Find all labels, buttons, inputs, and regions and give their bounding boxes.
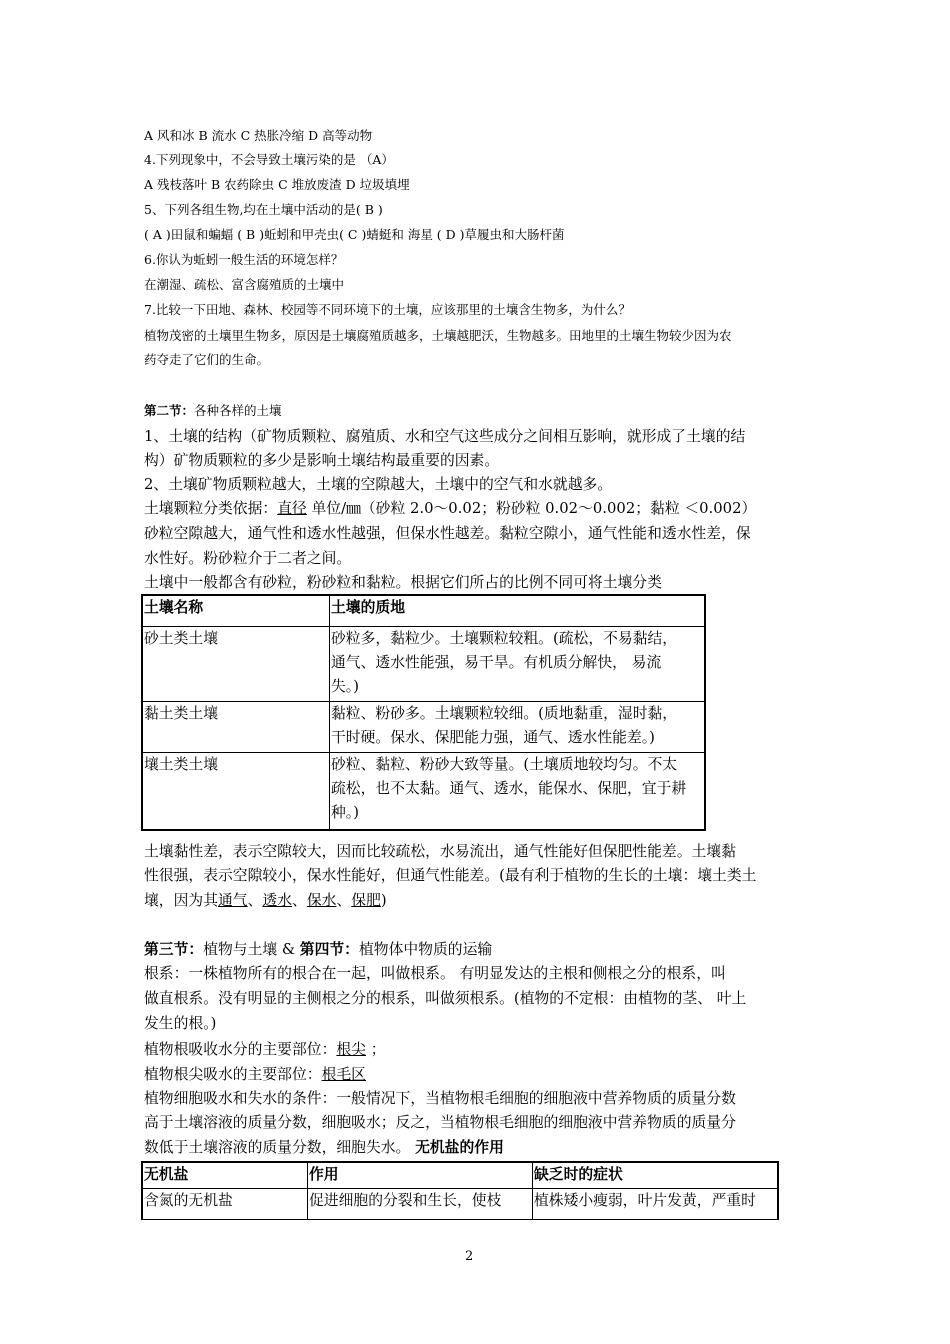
q6-answer: 在潮湿、疏松、富含腐殖质的土壤中 [144,277,345,292]
keyword-fertility-retention: 保肥 [351,892,381,909]
soil-name-cell: 壤土类土壤 [142,753,330,831]
soil-texture-cell: 黏粒、粉砂多。土壤颗粒较细。(质地黏重，湿时黏， 干时硬。保水、保肥能力强，通气、透水性能差。) [330,702,706,753]
root-tip-answer: 根尖 [336,1041,366,1058]
q4-options: A 残枝落叶 B 农药除虫 C 堆放废渣 D 垃圾填埋 [144,177,410,192]
q6-question: 6.你认为蚯蚓一般生活的环境怎样？ [144,252,344,267]
section4-label: 第四节： [299,941,359,958]
table-row [142,753,705,831]
table-header-row [142,595,705,627]
q7-answer-line2: 药夺走了它们的生命。 [144,352,270,367]
soil-name-cell: 黏土类土壤 [142,702,330,753]
table-header-cell: 土壤名称 [142,595,330,627]
para3-pre: 土壤颗粒分类依据： [144,500,278,517]
para7-line3: 发生的根。) [144,1015,217,1032]
para10-line2: 高于土壤溶液的质量分数，细胞吸水；反之，当植物根毛细胞的细胞液中营养物质的质量分 [144,1114,736,1131]
table-header-cell: 无机盐 [142,1162,308,1189]
table-row [142,1189,778,1220]
table-row [142,627,705,702]
para7-line2: 做直根系。没有明显的主侧根之分的根系，叫做须根系。(植物的不定根：由植物的茎、 叶上 [144,990,747,1007]
para10-line3: 数低于土壤溶液的质量分数，细胞失水。 无机盐的作用 [144,1139,504,1156]
soil-texture-cell: 砂粒、黏粒、粉砂大致等量。(土壤质地较均匀。不太 疏松，也不太黏。通气、透水，能保水、保肥，宜于耕 种。) [330,753,706,831]
table-header-row [142,1162,778,1189]
salt-name-cell: 含氮的无机盐 [142,1189,308,1220]
mineral-salt-table [141,1161,779,1220]
para1-line1: 1、土壤的结构（矿物质颗粒、腐殖质、水和空气这些成分之间相互影响，就形成了土壤的结 [144,428,746,445]
para3 [144,499,756,519]
section3-title: 植物与土壤 & [203,941,300,958]
section2-title: 各种各样的土壤 [194,403,282,418]
para8: 植物根吸收水分的主要部位：根尖 ； [144,1041,386,1058]
page-number: 2 [465,1249,474,1264]
q5-question: 5、下列各组生物,均在土壤中活动的是( B ) [144,202,383,217]
salt-symptom-cell: 植株矮小瘦弱，叶片发黄，严重时 [533,1189,779,1220]
section3-4-heading [144,940,492,960]
para6-line2: 性很强，表示空隙较小，保水性能好，但通气性能差。(最有利于植物的生长的土壤：壤土类土 [144,867,757,884]
salt-table-caption: 无机盐的作用 [415,1139,504,1156]
para2: 2、土壤矿物质颗粒越大，土壤的空隙越大，土壤中的空气和水就越多。 [144,476,613,493]
para9: 植物根尖吸水的主要部位：根毛区 [144,1066,366,1083]
para4-line2: 水性好。粉砂粒介于二者之间。 [144,550,352,567]
root-hair-answer: 根毛区 [321,1066,366,1083]
para10-line1: 植物细胞吸水和失水的条件：一般情况下，当植物根毛细胞的细胞液中营养物质的质量分数 [144,1090,736,1107]
table-header-cell: 作用 [308,1162,533,1189]
table-header-cell: 缺乏时的症状 [533,1162,779,1189]
q5-options: ( A )田鼠和蝙蝠 ( B )蚯蚓和甲壳虫( C )蜻蜓和 海星 ( D )草履虫和大肠杆菌 [144,227,565,242]
para4-line1: 砂粒空隙越大，通气性和透水性越强，但保水性越差。黏粒空隙小，通气性能和透水性差，保 [144,525,751,542]
q7-question: 7.比较一下田地、森林、校园等不同环境下的土壤，应该那里的土壤含生物多，为什么？ [144,302,631,317]
soil-type-table [141,594,706,831]
keyword-permeability: 透水 [262,892,293,909]
para3-post: 单位/㎜（砂粒 2.0～0.02；粉砂粒 0.02～0.002；黏粒 ＜0.002） [306,500,757,517]
para1-line2: 构）矿物质颗粒的多少是影响土壤结构最重要的因素。 [144,452,500,469]
section4-title: 植物体中物质的运输 [358,941,493,958]
para3-underlined: 直径 [277,500,307,517]
table-header-cell: 土壤的质地 [330,595,706,627]
para5: 土壤中一般都含有砂粒，粉砂粒和黏粒。根据它们所占的比例不同可将土壤分类 [144,574,662,591]
section3-label: 第三节： [144,941,204,958]
section2-label: 第二节： [144,403,195,418]
keyword-water-retention: 保水 [306,892,337,909]
para7-line1: 根系：一株植物所有的根合在一起，叫做根系。 有明显发达的主根和侧根之分的根系，叫 [144,965,726,982]
table-row [142,702,705,753]
salt-role-cell: 促进细胞的分裂和生长，使枝 [308,1189,533,1220]
section2-heading [144,403,282,419]
q4-question: 4.下列现象中，不会导致土壤污染的是 （A） [144,152,394,167]
q7-answer-line1: 植物茂密的土壤里生物多，原因是土壤腐殖质越多，土壤越肥沃，生物越多。田地里的土壤生物较少因为农 [144,328,732,343]
q3-options: A 风和冰 B 流水 C 热胀冷缩 D 高等动物 [144,128,373,143]
soil-texture-cell: 砂粒多，黏粒少。土壤颗粒较粗。(疏松，不易黏结， 通气、透水性能强，易干旱。有机质分解快， 易流 失。) [330,627,706,702]
para6-line1: 土壤黏性差，表示空隙较大，因而比较疏松，水易流出，通气性能好但保肥性能差。土壤黏 [144,843,736,860]
keyword-aeration: 通气 [218,892,248,909]
soil-name-cell: 砂土类土壤 [142,627,330,702]
para6-line3: 壤，因为其通气、透水、保水、保肥) [144,892,387,909]
